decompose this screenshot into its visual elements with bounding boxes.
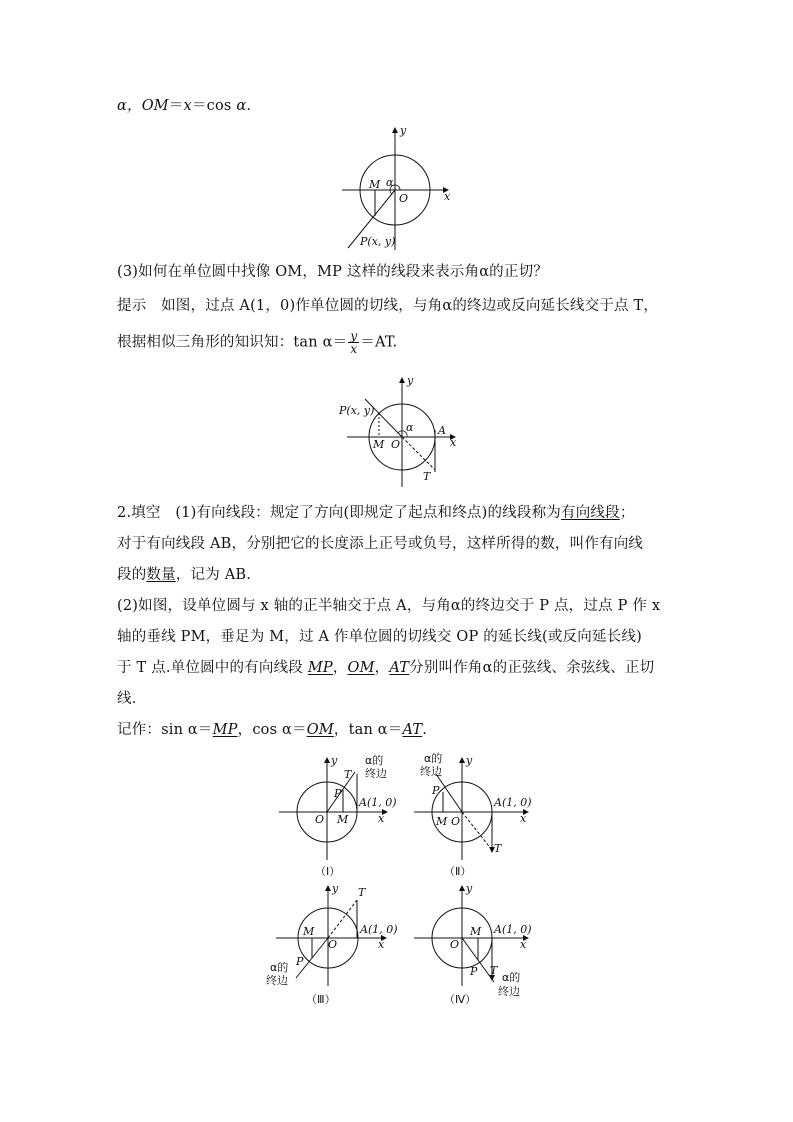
alpha-end-text: α. [236,98,252,114]
fig2-a-label: A [438,424,446,437]
figiv-side-1: α的 [502,971,521,984]
figure-quadrant-i [275,752,400,880]
p2l3-at: AT [389,660,410,676]
om-text: OM [141,98,169,114]
cos-text: ＝cos [191,98,237,114]
fill-line-3 [117,565,251,585]
fraction-y-over-x [348,330,359,355]
part2-line-1: (2)如图，设单位圆与 x 轴的正半轴交于点 A，与角α的终边交于 P 点，过点 P 作 x [117,598,661,614]
p2l3-mp: MP [307,660,333,676]
rec-at: AT [402,722,423,738]
figiv-side-2: 终边 [498,985,520,998]
fig1-alpha-label: α [386,176,394,189]
rec-a: 记作：sin α＝ [117,722,213,738]
rec-mp: MP [212,722,238,738]
fig2-t-label: T [423,470,431,483]
p2l3-c1: ， [332,660,348,676]
fig1-m-label: M [369,178,381,191]
ab2-a: 段的 [117,567,147,583]
fig1-o-label: O [399,192,409,205]
fill-underline: 有向线段 [561,505,620,521]
fig2-alpha-label: α [406,421,414,434]
figiii-caption: （Ⅲ） [306,993,336,1006]
rec-om: OM [306,722,334,738]
fill-line-1 [117,503,635,523]
similar-a: 根据相似三角形的知识知：tan α＝ [117,334,348,351]
figiv-t-label: T [490,964,498,977]
figi-side-1: α的 [365,754,384,767]
question-3: (3)如何在单位圆中找像 OM，MP 这样的线段来表示角α的正切？ [117,264,548,280]
figii-m-label: M [436,815,448,828]
eq-text: ＝ [168,98,184,114]
figi-t-label: T [344,768,352,781]
figiv-caption: （Ⅳ） [444,993,477,1006]
figii-o-label: O [451,815,461,828]
figi-m-label: M [337,813,349,826]
alpha-text: α， [117,98,142,114]
figiv-x-label: x [520,938,527,951]
hint-line: 提示 如图，过点 A(1，0)作单位圆的切线，与角α的终边或反向延长线交于点 T， [117,298,659,314]
frac-num: y [350,329,358,343]
p2l3-a: 于 T 点.单位圆中的有向线段 [117,660,308,676]
figiii-side-1: α的 [270,961,289,974]
fig2-p-label: P(x, y) [339,404,375,417]
similar-triangle-line [117,330,397,355]
figii-side-2: 终边 [420,765,442,778]
figiv-o-label: O [450,938,460,951]
rec-c: ，tan α＝ [333,722,403,738]
line-om-cos [117,96,251,116]
rec-b: ，cos α＝ [237,722,307,738]
x-text: x [183,98,192,114]
figii-a-label: A(1, 0) [494,796,532,809]
figiii-side-2: 终边 [266,974,288,987]
p2l3-om: OM [347,660,375,676]
part2-line-4: 线. [117,691,137,707]
figi-p-label: P [334,787,342,800]
figiii-p-label: P [296,955,304,968]
figi-x-label: x [378,812,385,825]
figi-caption: （Ⅰ） [315,865,341,878]
ab2-b: ，记为 AB. [175,567,252,583]
fig2-x-label: x [450,436,457,449]
p2l3-b: 分别叫作角α的正弦线、余弦线、正切 [409,660,655,676]
figiii-o-label: O [328,938,338,951]
figiv-a-label: A(1, 0) [494,923,532,936]
figure-quadrant-iv [410,882,535,1010]
fig1-x-label: x [444,190,451,203]
figii-p-label: P [432,784,440,797]
fig2-o-label: O [391,438,401,451]
figiii-a-label: A(1, 0) [360,923,398,936]
fig1-p-label: P(x, y) [360,235,396,248]
figi-side-2: 终边 [365,767,387,780]
figiii-t-label: T [358,886,366,899]
fill-a: 2.填空 (1)有向线段：规定了方向(即规定了起点和终点)的线段称为 [117,505,561,521]
figure-unit-circle-cos [330,120,460,255]
figure-quadrant-iii [262,882,397,1010]
frac-den: x [350,342,358,356]
fig2-y-label: y [407,374,414,387]
figii-t-label: T [494,842,502,855]
similar-b: ＝AT. [360,334,398,351]
figure-quadrant-ii [410,752,535,880]
figiii-y-label: y [332,882,339,895]
figi-o-label: O [315,813,325,826]
fill-line-2: 对于有向线段 AB，分别把它的长度添上正号或负号，这样所得的数，叫作有向线 [117,536,644,552]
figiv-p-label: P [470,965,478,978]
ab2-underline: 数量 [146,567,176,583]
figiii-x-label: x [378,938,385,951]
fig1-y-label: y [400,124,407,137]
figii-x-label: x [520,812,527,825]
fill-b: ； [619,505,635,521]
rec-d: . [422,722,428,738]
figiii-m-label: M [303,925,315,938]
figiv-m-label: M [470,925,482,938]
figiv-y-label: y [466,882,473,895]
figii-caption: （Ⅱ） [444,865,472,878]
p2l3-c2: ， [374,660,390,676]
figure-unit-circle-tan [335,372,465,490]
figii-y-label: y [466,754,473,767]
part2-line-3 [117,658,654,678]
figii-side-1: α的 [424,752,443,765]
fig2-m-label: M [373,438,385,451]
record-line [117,720,427,740]
figi-a-label: A(1, 0) [359,796,397,809]
figi-y-label: y [331,754,338,767]
part2-line-2: 轴的垂线 PM，垂足为 M，过 A 作单位圆的切线交 OP 的延长线(或反向延长线) [117,629,642,645]
